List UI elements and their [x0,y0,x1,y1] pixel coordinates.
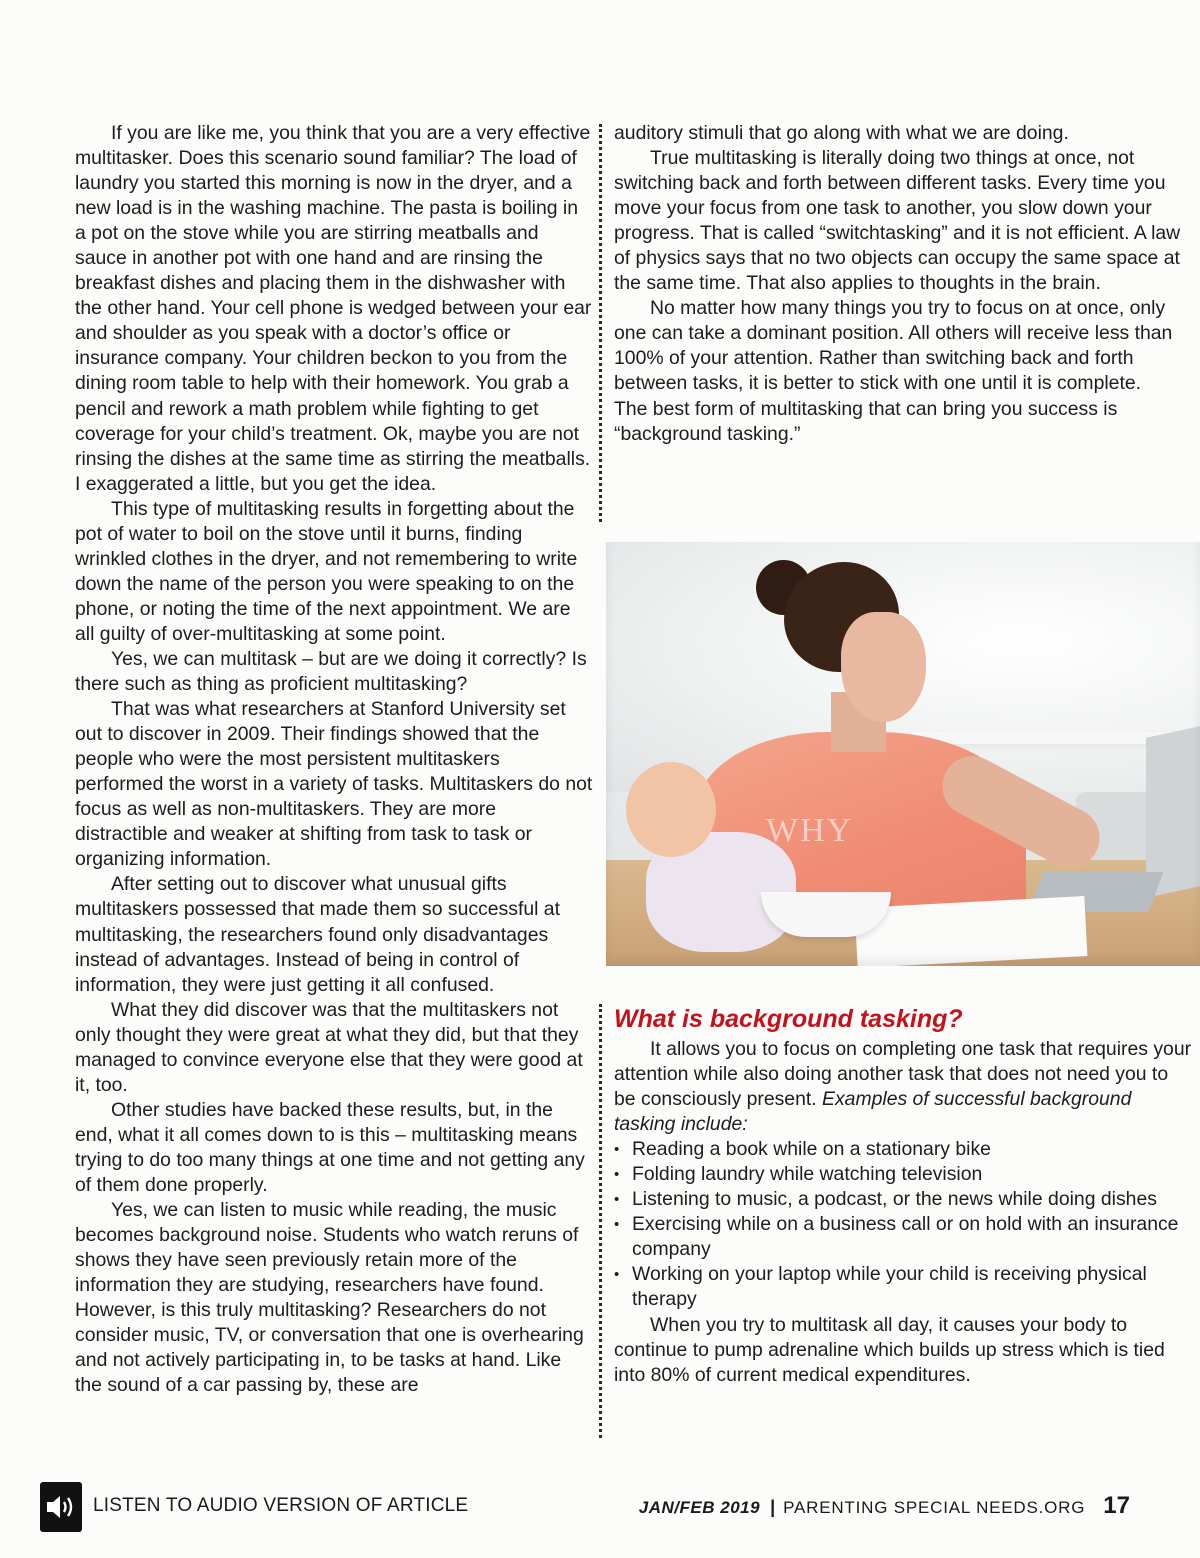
footer-separator: | [770,1497,776,1517]
paragraph: When you try to multitask all day, it causes your body to continue to pump adrenaline which builds up stress which is tied into 80% of current medical expenditures. [614,1313,1165,1386]
list-item: • Folding laundry while watching television [614,1162,1194,1187]
speaker-icon[interactable] [40,1482,82,1532]
article-right-column-bottom [614,1004,1194,1388]
list-item: • Working on your laptop while your child is receiving physical therapy [614,1262,1194,1312]
paragraph: This type of multitasking results in forgetting about the pot of water to boil on the stove until it burns, finding wrinkled clothes in the dryer, and not remembering to write down the name of the person you were speaking to on the phone, or noting the time of the next appointment. We are all guilty of over-multitasking at some point. [75,497,578,645]
site-name: PARENTING SPECIAL NEEDS.ORG [783,1498,1086,1517]
paragraph: That was what researchers at Stanford University set out to discover in 2009. Their findings showed that the people who were the most persistent multitaskers performed the worst in a variety of tasks. Multitaskers do not focus as well as non-multitaskers. They are more distractible and weaker at shifting from task to task or organizing information. [75,698,593,871]
article-right-column-top [614,121,1194,447]
list-item: • Listening to music, a podcast, or the news while doing dishes [614,1187,1194,1212]
paragraph: auditory stimuli that go along with what we are doing. [614,122,1069,144]
intro-text: It allows you to focus on completing one task that requires your attention while also doing another task that does not need you to be consciously present. [614,1038,1192,1111]
mother-baby-laptop-photo [606,542,1200,966]
list-item: • Exercising while on a business call or on hold with an insurance company [614,1212,1194,1262]
paragraph: Yes, we can listen to music while reading, the music becomes background noise. Students who watch reruns of shows they have seen previously retain more of the information they are studying, researchers have found. However, is this truly multitasking? Researchers do not consider music, TV, or conversation that one is overhearing and not actively participating in, to be tasks at hand. Like the sound of a car passing by, these are [75,1199,584,1397]
column-divider [599,124,602,522]
paragraph: If you are like me, you think that you are a very effective multitasker. Does this scenario sound familiar? The load of laundry you started this morning is now in the dryer, and a new load is in the washing machine. The pasta is boiling in a pot on the stove while you are stirring meatballs and sauce in another pot with one hand and are rinsing the breakfast dishes and placing them in the dishwasher with the other hand. Your cell phone is wedged between your ear and shoulder as you speak with a doctor’s office or insurance company. Your children beckon to you from the dining room table to help with their homework. You grab a pencil and rework a math problem while fighting to get coverage for your child’s treatment. Ok, maybe you are not rinsing the dishes at the same time as stirring the meatballs. I exaggerated a little, but you get the idea. [75,122,592,495]
paragraph: Other studies have backed these results, but, in the end, what it all comes down to is this – multitasking means trying to do too many things at one time and not getting any of them done properly. [75,1098,585,1196]
shirt-print-text: WHY [766,812,854,849]
paragraph [614,1037,1194,1137]
paragraph: The best form of multitasking that can bring you success is “background tasking.” [614,397,1118,445]
intro-italic-text: Examples of successful background tasking include: [614,1088,1132,1136]
paragraph: Yes, we can multitask – but are we doing it correctly? Is there such as thing as proficient multitasking? [75,647,587,696]
paragraph: No matter how many things you try to focus on at once, only one can take a dominant position. All others will receive less than 100% of your attention. Rather than switching back and forth between tasks, it is better to stick with one until it is complete. [614,297,1173,395]
paragraph: What they did discover was that the multitaskers not only thought they were great at what they did, but that they managed to convince everyone else that they were good at it, too. [75,998,583,1096]
list-item: • Reading a book while on a stationary bike [614,1137,1194,1162]
page-footer [639,1492,1130,1520]
page-number: 17 [1103,1492,1130,1519]
paragraph: True multitasking is literally doing two things at once, not switching back and forth between different tasks. Every time you move your focus from one task to another, you slow down your progress. That is called “switchtasking” and it is not efficient. A law of physics says that no two objects can occupy the same space at the same time. That also applies to thoughts in the brain. [614,147,1181,295]
section-heading: What is background tasking? [614,1005,963,1033]
audio-version-link[interactable]: LISTEN TO AUDIO VERSION OF ARTICLE [93,1495,469,1516]
article-left-column [75,121,593,1398]
paragraph: After setting out to discover what unusual gifts multitaskers possessed that made them so successful at multitasking, the researchers found only disadvantages instead of advantages. Instead of being in control of information, they were just getting it all confused. [75,873,560,996]
issue-date: JAN/FEB 2019 [638,1498,761,1517]
examples-list [614,1137,1194,1312]
column-divider [599,1004,602,1438]
